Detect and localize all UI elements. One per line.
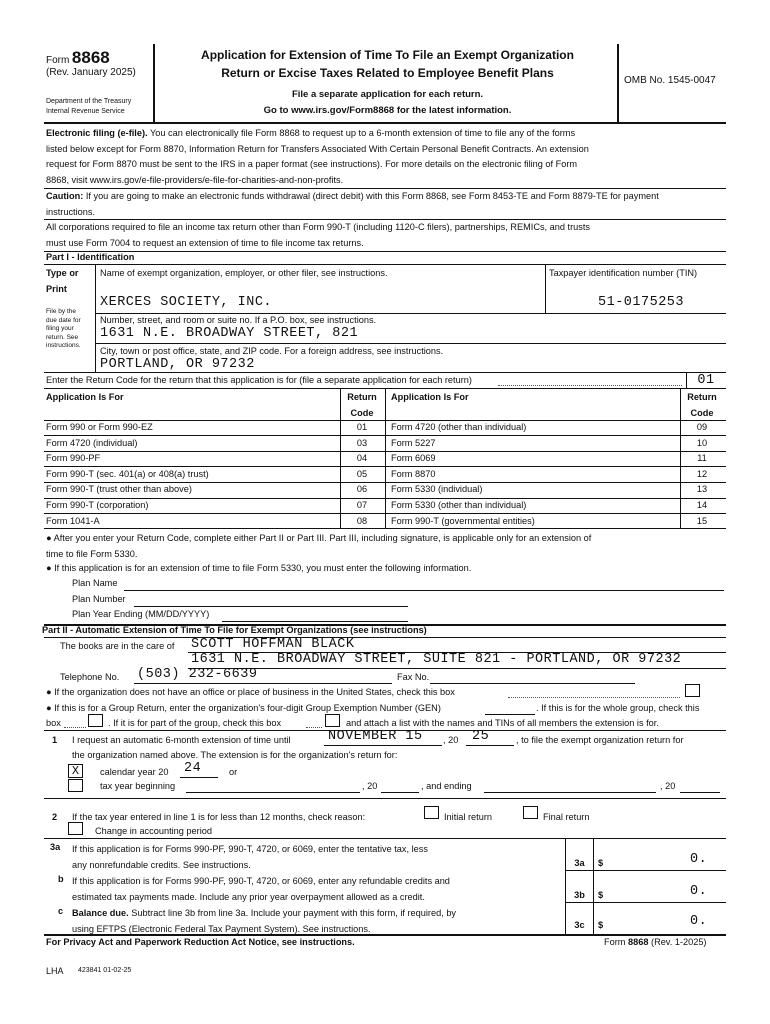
calendar-year-label: calendar year 20 bbox=[100, 767, 169, 777]
code-header-right: Code bbox=[690, 408, 714, 418]
plan-year-label: Plan Year Ending (MM/DD/YYYY) bbox=[72, 609, 210, 619]
app-row-right-name: Form 6069 bbox=[391, 453, 436, 464]
plan-name-field[interactable] bbox=[124, 590, 724, 591]
form-title-line2: Return or Excise Taxes Related to Employee Benefit Plans bbox=[221, 66, 554, 80]
care-of-name[interactable]: SCOTT HOFFMAN BLACK bbox=[191, 637, 355, 652]
tax-year-20b: , 20 bbox=[660, 781, 676, 791]
initial-return-label: Initial return bbox=[444, 812, 493, 822]
calendar-year-value[interactable]: 24 bbox=[184, 761, 202, 776]
app-header-right: Application Is For bbox=[391, 392, 469, 402]
line1-rest: , to file the exempt organization return for bbox=[516, 735, 684, 745]
line1-text: I request an automatic 6-month extension of time until bbox=[72, 735, 291, 745]
city-label: City, town or post office, state, and ZIP code. For a foreign address, see instructions. bbox=[100, 346, 444, 356]
city-value[interactable]: PORTLAND, OR 97232 bbox=[100, 357, 255, 372]
tax-year-begin-year[interactable] bbox=[381, 792, 419, 793]
after-bullet2: ● If this application is for an extension of time to file Form 5330, you must enter the following information. bbox=[46, 563, 472, 573]
caution-paragraph: Caution: If you are going to make an electronic funds withdrawal (direct debit) with this Form 8868, see Form 8453-TE and Form 8879-TE for payment instructions. bbox=[46, 191, 659, 217]
plan-number-label: Plan Number bbox=[72, 594, 126, 604]
form-code: 423841 01-02-25 bbox=[78, 967, 132, 974]
app-row-left-name: Form 1041-A bbox=[46, 515, 100, 526]
privacy-notice: For Privacy Act and Paperwork Reduction Act Notice, see instructions. bbox=[46, 937, 355, 947]
app-row-left-name: Form 990 or Form 990-EZ bbox=[46, 422, 153, 432]
no-office-text: ● If the organization does not have an office or place of business in the United States, check this box bbox=[46, 687, 455, 697]
line3c-text: Balance due. Subtract line 3b from line 3a. Include your payment with this form, if required, by using EFTPS (Electronic Federal Tax Payment System). See instructions. bbox=[72, 908, 457, 934]
line3b-dollar: $ bbox=[598, 890, 604, 900]
line1-number: 1 bbox=[52, 735, 58, 745]
app-row-left-code: 08 bbox=[356, 515, 368, 526]
line2-text: If the tax year entered in line 1 is for less than 12 months, check reason: bbox=[72, 812, 366, 822]
line3a-dollar: $ bbox=[598, 858, 604, 868]
app-row-left-name: Form 4720 (individual) bbox=[46, 437, 138, 448]
whole-group-checkbox[interactable] bbox=[88, 714, 103, 727]
line3a-text: If this application is for Forms 990-PF, 990-T, 4720, or 6069, enter the tentative tax, less any nonrefundable credits. See instructions. bbox=[72, 844, 428, 870]
app-row-right-code: 15 bbox=[696, 515, 708, 526]
return-header-left: Return bbox=[347, 392, 377, 402]
line1-text2: the organization named above. The extension is for the organization's return for: bbox=[72, 750, 398, 760]
plan-name-label: Plan Name bbox=[72, 578, 118, 588]
app-row-left-code: 04 bbox=[356, 453, 368, 464]
line3b-number: b bbox=[58, 874, 64, 884]
no-office-checkbox[interactable] bbox=[685, 684, 700, 697]
tax-year-20: , 20 bbox=[362, 781, 378, 791]
attach-list-text: and attach a list with the names and TINs of all members the extension is for. bbox=[346, 718, 659, 728]
box-word: box bbox=[46, 718, 61, 728]
extension-date-year[interactable]: 25 bbox=[472, 729, 490, 744]
irs-line: Internal Revenue Service bbox=[46, 108, 125, 115]
app-row-right-name: Form 8870 bbox=[391, 468, 436, 479]
part-group-text: . If it is for part of the group, check this box bbox=[108, 718, 282, 728]
org-name-value[interactable]: XERCES SOCIETY, INC. bbox=[100, 295, 273, 310]
app-row-right-name: Form 4720 (other than individual) bbox=[391, 422, 527, 432]
app-row-left-code: 07 bbox=[356, 500, 368, 510]
app-row-right-code: 12 bbox=[696, 468, 708, 479]
org-name-label: Name of exempt organization, employer, or other filer, see instructions. bbox=[100, 268, 388, 278]
line3b-value[interactable]: 0. bbox=[690, 884, 708, 899]
whole-group-text: . If this is for the whole group, check this bbox=[536, 703, 700, 713]
street-value[interactable]: 1631 N.E. BROADWAY STREET, 821 bbox=[100, 326, 359, 341]
app-row-left-code: 03 bbox=[356, 437, 368, 448]
tax-year-end-field[interactable] bbox=[484, 792, 656, 793]
final-return-checkbox[interactable] bbox=[523, 806, 538, 819]
line3a-number: 3a bbox=[50, 842, 61, 852]
part-group-checkbox[interactable] bbox=[325, 714, 340, 727]
omb-number: OMB No. 1545-0047 bbox=[624, 75, 716, 86]
group-gen-text: ● If this is for a Group Return, enter the organization's four-digit Group Exemption Number (GEN) bbox=[46, 703, 441, 713]
app-row-right-code: 13 bbox=[696, 484, 708, 495]
gen-field[interactable] bbox=[485, 714, 535, 715]
line3a-code: 3a bbox=[574, 858, 585, 868]
efile-paragraph: Electronic filing (e-file). You can electronically file Form 8868 to request up to a 6-month extension of time to file any of the forms listed below except for Form 8870, Information Return for Transfers Associated With Certain Personal Benefit Contracts. An extension request for Form 8870 must be sent to the IRS in a paper format (see instructions). For more details on the electronic filing of Form 8868, visit www.irs.gov/e-file-providers/e-file-for-charities-and-non-profits. bbox=[46, 128, 589, 185]
app-row-left-code: 05 bbox=[356, 468, 368, 479]
app-row-right-name: Form 5227 bbox=[391, 437, 436, 448]
app-row-left-name: Form 990-T (corporation) bbox=[46, 500, 149, 510]
form-number: 8868 bbox=[71, 48, 110, 67]
app-row-right-code: 11 bbox=[697, 453, 707, 464]
telephone-value[interactable]: (503) 232-6639 bbox=[137, 667, 258, 682]
corporations-paragraph: All corporations required to file an income tax return other than Form 990-T (including 1120-C filers), partnerships, REMICs, and trusts must use Form 7004 to request an extension of time to file income tax returns. bbox=[46, 222, 591, 248]
app-row-right-name: Form 5330 (other than individual) bbox=[391, 500, 527, 510]
extension-date-month[interactable]: NOVEMBER 15 bbox=[328, 729, 423, 744]
return-code-label: Enter the Return Code for the return that this application is for (file a separate application for each return) bbox=[46, 375, 472, 385]
irs-website-note[interactable]: Go to www.irs.gov/Form8868 for the latest information. bbox=[263, 105, 512, 116]
tax-year-label: tax year beginning bbox=[100, 781, 176, 791]
line2-number: 2 bbox=[52, 812, 58, 822]
line3c-value[interactable]: 0. bbox=[690, 914, 708, 929]
line3b-text: If this application is for Forms 990-PF, 990-T, 4720, or 6069, enter any refundable credits and estimated tax payments made. Include any prior year overpayment allowed as a credit. bbox=[72, 876, 450, 902]
return-code-value[interactable]: 01 bbox=[686, 373, 725, 388]
app-row-left-code: 01 bbox=[356, 422, 368, 432]
app-row-right-code: 14 bbox=[696, 500, 708, 510]
accounting-change-label: Change in accounting period bbox=[95, 826, 212, 836]
street-label: Number, street, and room or suite no. If a P.O. box, see instructions. bbox=[100, 315, 377, 325]
calendar-year-checkbox[interactable]: X bbox=[68, 764, 83, 778]
fax-field[interactable] bbox=[430, 683, 635, 684]
tax-year-begin-field[interactable] bbox=[186, 792, 360, 793]
after-bullet1: ● After you enter your Return Code, complete either Part II or Part III. Part III, including signature, is applicable only for an extension of time to file Form 5330. bbox=[46, 533, 592, 559]
tin-value[interactable]: 51-0175253 bbox=[598, 295, 685, 310]
separate-application-note: File a separate application for each return. bbox=[291, 89, 484, 100]
app-row-left-code: 06 bbox=[356, 484, 368, 495]
app-row-left-name: Form 990-T (trust other than above) bbox=[46, 484, 192, 495]
app-row-right-code: 10 bbox=[696, 437, 708, 448]
telephone-label: Telephone No. bbox=[60, 672, 120, 682]
line3a-value[interactable]: 0. bbox=[690, 852, 708, 867]
plan-year-field[interactable] bbox=[222, 621, 408, 622]
line3b-code: 3b bbox=[574, 890, 585, 900]
care-of-address[interactable]: 1631 N.E. BROADWAY STREET, SUITE 821 - PORTLAND, OR 97232 bbox=[191, 652, 682, 667]
department-line: Department of the Treasury bbox=[46, 98, 132, 105]
footer-form-id: Form 8868 (Rev. 1-2025) bbox=[604, 937, 707, 947]
tax-year-checkbox[interactable] bbox=[68, 779, 83, 792]
tax-year-ending: , and ending bbox=[421, 781, 472, 791]
type-or-label: Type or bbox=[46, 268, 79, 278]
final-return-label: Final return bbox=[543, 812, 590, 822]
tax-year-end-year[interactable] bbox=[680, 792, 720, 793]
line1-20: , 20 bbox=[443, 735, 459, 745]
app-row-left-name: Form 990-PF bbox=[46, 453, 101, 464]
form-title-line1: Application for Extension of Time To File an Exempt Organization bbox=[201, 48, 574, 62]
fax-label: Fax No. bbox=[397, 672, 430, 682]
line3c-dollar: $ bbox=[598, 920, 604, 930]
app-row-right-code: 09 bbox=[696, 422, 708, 432]
plan-number-field[interactable] bbox=[134, 606, 408, 607]
part2-title: Part II - Automatic Extension of Time To File for Exempt Organizations (see instructions) bbox=[42, 625, 427, 635]
line3c-code: 3c bbox=[574, 920, 585, 930]
accounting-change-checkbox[interactable] bbox=[68, 822, 83, 835]
part1-title: Part I - Identification bbox=[46, 252, 135, 262]
form-label: Form 8868 bbox=[46, 48, 110, 67]
file-by-note: File by the due date for filing your return. See instructions. bbox=[46, 308, 81, 349]
app-row-right-name: Form 990-T (governmental entities) bbox=[391, 515, 535, 526]
form-revision: (Rev. January 2025) bbox=[46, 67, 136, 78]
return-header-right: Return bbox=[687, 392, 717, 402]
initial-return-checkbox[interactable] bbox=[424, 806, 439, 819]
books-care-label: The books are in the care of bbox=[60, 641, 175, 651]
lha-label: LHA bbox=[46, 966, 64, 976]
line3c-number: c bbox=[58, 906, 64, 916]
print-label: Print bbox=[46, 284, 67, 294]
app-row-right-name: Form 5330 (individual) bbox=[391, 484, 483, 495]
code-header-left: Code bbox=[350, 408, 374, 418]
tin-label: Taxpayer identification number (TIN) bbox=[549, 268, 698, 278]
calendar-or: or bbox=[229, 767, 238, 777]
app-header-left: Application Is For bbox=[46, 392, 124, 402]
app-row-left-name: Form 990-T (sec. 401(a) or 408(a) trust) bbox=[46, 468, 209, 479]
